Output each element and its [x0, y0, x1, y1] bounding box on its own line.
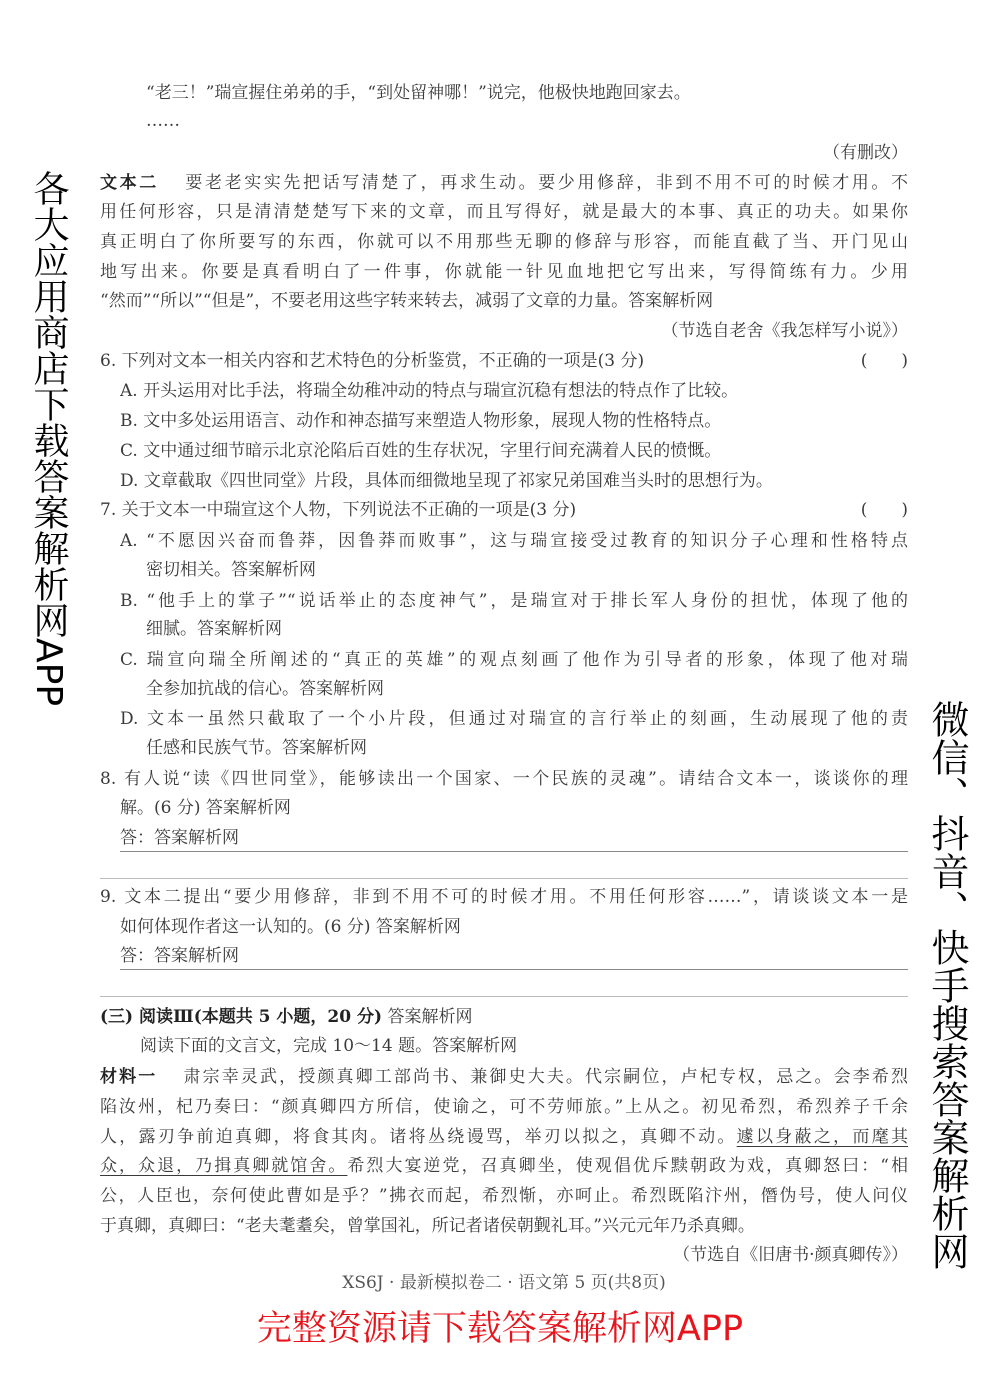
answer-line: [120, 969, 908, 970]
q7-option-c: C. 瑞宣向瑞全所阐述的“真正的英雄”的观点刻画了他作为引导者的形象，体现了他对瑞: [120, 650, 908, 670]
watermark-top-left: 各大应用商店下载答案解析网APP: [28, 170, 69, 707]
section3-instruction: 阅读下面的文言文，完成 10～14 题。答案解析网: [140, 1036, 518, 1056]
material1-line: 于真卿，真卿曰：“老夫耄耋矣，曾掌国礼，所记者诸侯朝觐礼耳。”兴元元年乃杀真卿。: [100, 1216, 755, 1236]
text2-source: （节选自老舍《我怎样写小说》）: [661, 321, 908, 341]
page-footer: XS6J · 最新模拟卷二 · 语文第 5 页(共8页): [342, 1273, 666, 1293]
section3-heading: (三) 阅读Ⅲ(本题共 5 小题，20 分) 答案解析网: [100, 1007, 473, 1027]
q6-option-a: A. 开头运用对比手法，将瑞全幼稚冲动的特点与瑞宣沉稳有想法的特点作了比较。: [120, 381, 739, 401]
answer-line: [100, 996, 908, 997]
q7-stem: 7. 关于文本一中瑞宣这个人物，下列说法不正确的一项是(3 分): [100, 500, 577, 520]
q6-answer-bracket[interactable]: ( ): [860, 351, 908, 371]
q6-option-d: D. 文章截取《四世同堂》片段，具体而细微地呈现了祁家兄弟国难当头时的思想行为。: [120, 471, 773, 491]
q7-option-b-cont: 细腻。答案解析网: [146, 619, 282, 639]
text2-line: 真正明白了你所要写的东西，你就可以不用那些无聊的修辞与形容，而能直截了当、开门见山: [100, 232, 908, 252]
text1-quote: “老三！”瑞宣握住弟弟的手，“到处留神哪！”说完，他极快地跑回家去。: [146, 83, 691, 103]
underlined-sentence: 遽以身蔽之，而麾其: [736, 1127, 908, 1147]
q8-answer[interactable]: 答：答案解析网: [120, 828, 239, 848]
material1-line: 材料一 肃宗幸灵武，授颜真卿工部尚书、兼御史大夫。代宗嗣位，卢杞专权，忌之。会李希烈: [100, 1067, 908, 1087]
q9-answer[interactable]: 答：答案解析网: [120, 946, 239, 966]
text2-line: 用任何形容，只是清清楚楚写下来的文章，而且写得好，就是最大的本事、真正的功夫。如果你: [100, 202, 908, 222]
material1-label: 材料一: [100, 1067, 158, 1087]
q9-stem: 9. 文本二提出“要少用修辞，非到不用不可的时候才用。不用任何形容……”，请谈谈文本一是: [100, 887, 908, 907]
q8-stem-cont: 解。(6 分) 答案解析网: [120, 798, 291, 818]
answer-line: [100, 878, 908, 879]
q7-option-a-cont: 密切相关。答案解析网: [146, 560, 316, 580]
watermark-bottom-right: 微信、抖音、快手搜索答案解析网: [925, 700, 969, 1270]
q7-answer-bracket[interactable]: ( ): [860, 500, 908, 520]
watermark-center-red: 完整资源请下载答案解析网APP: [256, 1309, 744, 1349]
q7-option-c-cont: 全参加抗战的信心。答案解析网: [146, 679, 384, 699]
q6-option-b: B. 文中多处运用语言、动作和神态描写来塑造人物形象，展现人物的性格特点。: [120, 411, 722, 431]
ellipsis: ……: [146, 111, 180, 131]
material1-source: （节选自《旧唐书·颜真卿传》）: [673, 1245, 908, 1265]
q7-option-b: B. “他手上的掌子”“说话举止的态度神气”，是瑞宣对于排长军人身份的担忧，体现了他的: [120, 591, 908, 611]
material1-line: 陷汝州，杞乃奏曰：“颜真卿四方所信，使谕之，可不劳师旅。”上从之。初见希烈，希烈养子千余: [100, 1097, 908, 1117]
underlined-sentence: 众，众退，乃揖真卿就馆舍。: [100, 1156, 348, 1176]
q7-option-d: D. 文本一虽然只截取了一个小片段，但通过对瑞宣的言行举止的刻画，生动展现了他的责: [120, 709, 908, 729]
edit-note: （有删改）: [823, 143, 908, 163]
text2-line: “然而”“所以”“但是”，不要老用这些字转来转去，减弱了文章的力量。答案解析网: [100, 291, 714, 311]
text2-line: 地写出来。你要是真看明白了一件事，你就能一针见血地把它写出来，写得简练有力。少用: [100, 262, 908, 282]
material1-line: 人，露刃争前迫真卿，将食其肉。诸将丛绕谩骂，举刃以拟之，真卿不动。遽以身蔽之，而麾其: [100, 1127, 908, 1147]
q7-option-d-cont: 任感和民族气节。答案解析网: [146, 738, 367, 758]
answer-line: [120, 851, 908, 852]
q6-stem: 6. 下列对文本一相关内容和艺术特色的分析鉴赏，不正确的一项是(3 分): [100, 351, 645, 371]
text2-line: 文本二 要老老实实先把话写清楚了，再求生动。要少用修辞，非到不用不可的时候才用。不: [100, 173, 908, 193]
material1-line: 众，众退，乃揖真卿就馆舍。希烈大宴逆党，召真卿坐，使观倡优斥黩朝政为戏，真卿怒曰：“相: [100, 1156, 908, 1176]
q8-stem: 8. 有人说“读《四世同堂》，能够读出一个国家、一个民族的灵魂”。请结合文本一，谈谈你的理: [100, 769, 908, 789]
q7-option-a: A. “不愿因兴奋而鲁莽，因鲁莽而败事”，这与瑞宣接受过教育的知识分子心理和性格特点: [120, 531, 908, 551]
text2-label: 文本二: [100, 173, 159, 193]
q6-option-c: C. 文中通过细节暗示北京沦陷后百姓的生存状况，字里行间充满着人民的愤慨。: [120, 441, 722, 461]
material1-line: 公，人臣也，奈何使此曹如是乎？”拂衣而起，希烈惭，亦呵止。希烈既陷汴州，僭伪号，使人问仪: [100, 1186, 908, 1206]
q9-stem-cont: 如何体现作者这一认知的。(6 分) 答案解析网: [120, 917, 461, 937]
